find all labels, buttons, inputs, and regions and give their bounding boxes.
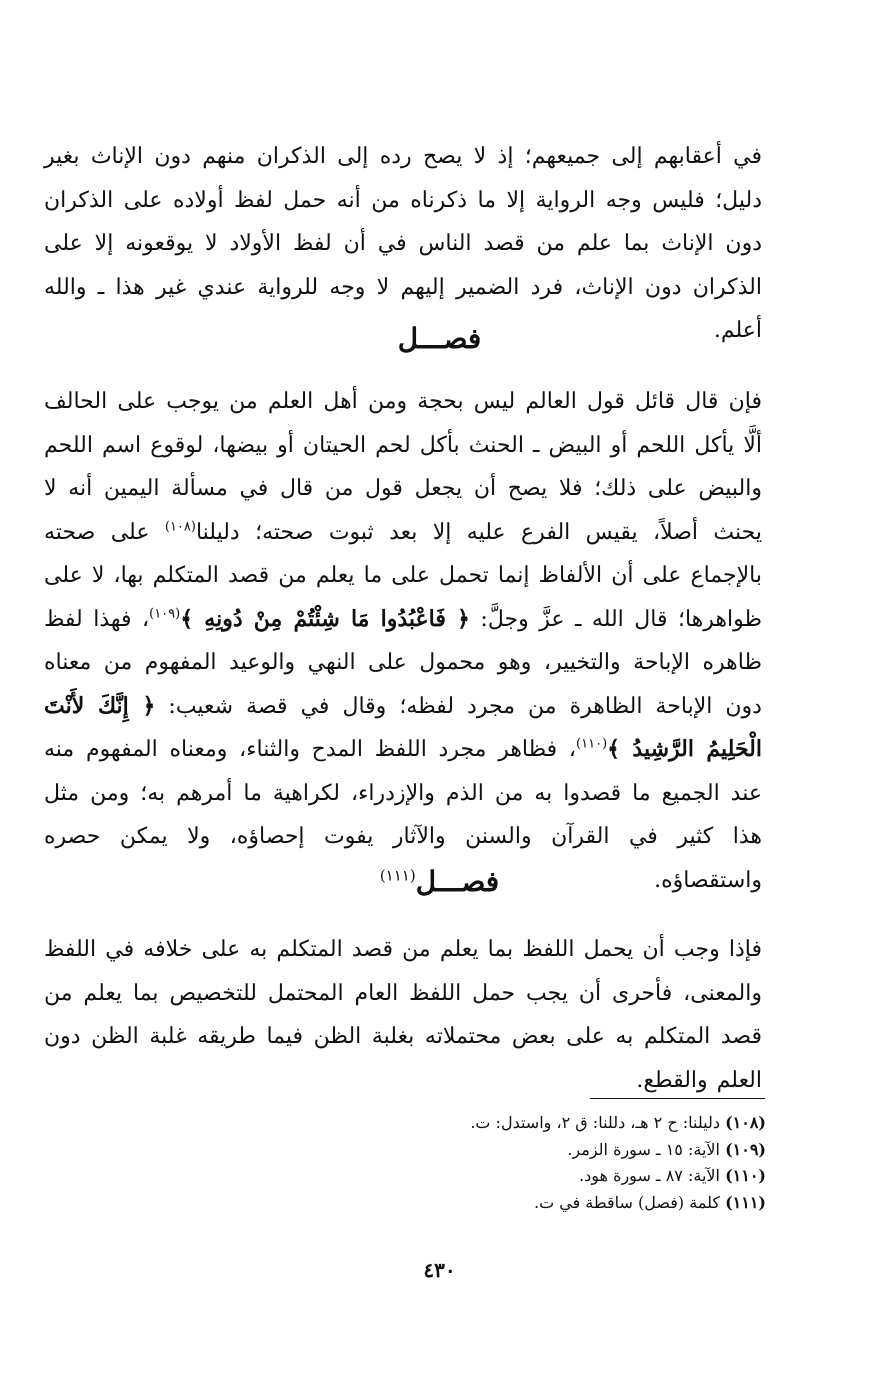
footnote-111 [44, 1190, 766, 1217]
footnote-divider [590, 1098, 765, 1099]
footnote-108 [44, 1110, 766, 1137]
paragraph-2-text-c: ، فهذا لفظ ظاهره الإباحة والتخيير، وهو محمول على النهي والوعيد المفهوم من معناه دون الإباحة الظاهرة من مجرد لفظه؛ وقال في قصة شعيب: [44, 606, 762, 719]
footnote-text: كلمة (فصل) ساقطة في ت. [534, 1192, 726, 1212]
footnotes [44, 1110, 766, 1216]
section-heading-2 [0, 865, 879, 898]
page-number: ٤٣٠ [423, 1258, 456, 1282]
footnote-ref-109: (١٠٩) [149, 606, 181, 622]
paragraph-3: فإذا وجب أن يحمل اللفظ بما يعلم من قصد المتكلم به على خلافه في اللفظ والمعنى، فأحرى أن يجب حمل اللفظ العام المحتمل للتخصيص بما يعلم من قصد المتكلم به على بعض محتملاته بغلبة الظن فيما طريقه غلبة الظن دون العلم والقطع. [44, 937, 762, 1093]
quran-verse-1: ﴿ فَاعْبُدُوا مَا شِئْتُمْ مِنْ دُونِهِ ﴾ [180, 605, 470, 632]
paragraph-2-text-b: على صحته بالإجماع على أن الألفاظ إنما تحمل على ما يعلم من قصد المتكلم بها، لا على ظواهرها؛ قال الله ـ عزَّ وجلَّ: [44, 519, 763, 632]
paragraph-2-text-d: ، فظاهر مجرد اللفظ المدح والثناء، ومعناه المفهوم منه عند الجميع ما قصدوا به من الذم والإزدراء، لكراهية ما أمرهم به؛ ومن مثل هذا كثير في القرآن والسنن والآثار يفوت إحصاؤه، ولا يمكن حصره واستقصاؤه. [44, 737, 763, 893]
quran-verse-2: ﴿ إِنَّكَ لأَنْتَ الْحَلِيمُ الرَّشِيدُ ﴾ [44, 692, 762, 762]
footnote-109 [44, 1137, 766, 1164]
footnote-number: (١١٠) [725, 1166, 766, 1186]
footnote-text: الآية: ١٥ ـ سورة الزمر. [567, 1139, 726, 1159]
section-heading-2-text: فصـــل [415, 865, 500, 898]
footnote-text: الآية: ٨٧ ـ سورة هود. [579, 1166, 726, 1186]
footnote-ref-111: (١١١) [379, 866, 416, 885]
section-heading-1: فصـــل [397, 322, 482, 355]
footnote-number: (١٠٨) [725, 1113, 766, 1132]
paragraph-1: في أعقابهم إلى جميعهم؛ إذ لا يصح رده إلى الذكران منهم دون الإناث بغير دليل؛ فليس وجه الرواية إلا ما ذكرناه من أنه حمل لفظ أولاده على الذكران دون الإناث بما علم من قصد الناس في أن لفظ الأولاد لا يوقعونه إلا على الذكران دون الإناث، فرد الضمير إليهم لا وجه للرواية عندي غير هذا ـ والله أعلم. [44, 144, 762, 343]
footnote-ref-108: (١٠٨) [164, 519, 196, 535]
footnote-ref-110: (١١٠) [576, 736, 608, 752]
footnote-number: (١٠٩) [725, 1139, 766, 1159]
footnote-text: دليلنا: ح ٢ هـ، دللنا: ق ٢، واستدل: ت. [470, 1113, 726, 1132]
footnote-number: (١١١) [725, 1192, 766, 1212]
paragraph-2 [44, 380, 762, 902]
paragraph-2-text-a: فإن قال قائل قول العالم ليس بحجة ومن أهل العلم من يوجب على الحالف ألَّا يأكل اللحم أو البيض ـ الحنث بأكل لحم الحيتان أو بيضها، لوقوع اسم اللحم والبيض على ذلك؛ فلا يصح أن يجعل قول من قال في مسألة اليمين أنه لا يحنث أصلاً، يقيس الفرع عليه إلا بعد ثبوت صحته؛ دليلنا [44, 389, 762, 545]
footnote-110 [44, 1163, 766, 1190]
